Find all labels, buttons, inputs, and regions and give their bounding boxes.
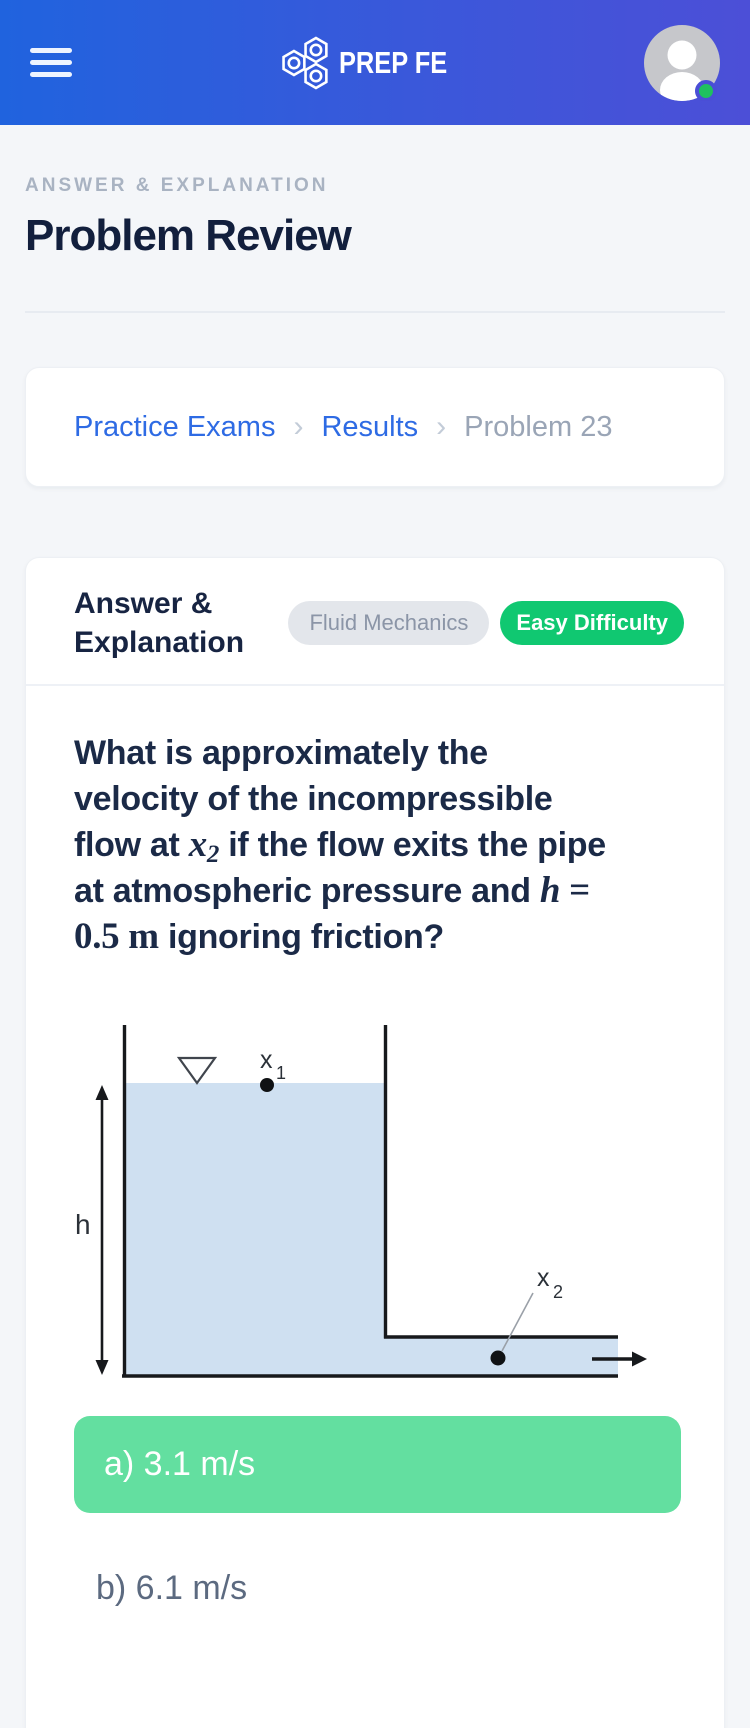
section-eyebrow: ANSWER & EXPLANATION	[25, 175, 329, 196]
card-heading: Answer & Explanation	[74, 587, 245, 659]
answer-explanation-card	[25, 557, 725, 1728]
arrow-down-icon	[96, 1360, 109, 1375]
point-x2-dot	[491, 1351, 506, 1366]
label-h: h	[75, 1209, 91, 1240]
point-x1-dot	[260, 1078, 274, 1092]
question-segment: ignoring friction?	[158, 918, 444, 956]
math-variable-x2: x	[188, 824, 207, 865]
chevron-right-icon: ›	[436, 410, 447, 443]
tank-water-fill	[126, 1083, 384, 1376]
hamburger-bar	[30, 72, 72, 77]
label-x2-subscript: 2	[553, 1282, 564, 1302]
tank-pipe-diagram	[71, 980, 651, 1382]
flow-arrow-head-icon	[632, 1352, 647, 1367]
hexagons-logo-icon	[279, 33, 335, 93]
difficulty-badge: Easy Difficulty	[500, 601, 684, 645]
hamburger-menu-icon[interactable]	[30, 48, 72, 77]
logo-text: PREP FE	[338, 44, 448, 80]
breadcrumb	[25, 367, 725, 487]
question-text	[26, 686, 666, 960]
math-value: = 0.5 m	[74, 870, 590, 957]
avatar-icon	[644, 25, 720, 101]
user-avatar[interactable]	[644, 25, 720, 101]
arrow-up-icon	[96, 1085, 109, 1100]
label-x1-subscript: 1	[276, 1063, 287, 1083]
label-x2: x	[537, 1264, 550, 1292]
online-status-dot	[697, 82, 715, 100]
math-variable-h: h	[539, 870, 561, 911]
card-header	[26, 558, 724, 686]
page-title-section	[0, 175, 750, 261]
math-subscript: 2	[206, 841, 220, 868]
label-x1: x	[260, 1046, 273, 1074]
badge-group	[288, 601, 684, 645]
answer-option-a[interactable]: a) 3.1 m/s	[74, 1416, 681, 1513]
breadcrumb-current-problem: Problem 23	[464, 410, 613, 443]
free-surface-triangle-icon	[179, 1058, 215, 1083]
breadcrumb-link-results[interactable]: Results	[321, 410, 419, 443]
page-title: Problem Review	[25, 211, 351, 260]
hamburger-bar	[30, 48, 72, 53]
app-logo[interactable]	[279, 33, 471, 93]
breadcrumb-link-practice-exams[interactable]: Practice Exams	[74, 410, 276, 443]
chevron-right-icon: ›	[293, 410, 304, 443]
question-segment: if the flow exits the pipe at atmospheric pressure and	[74, 826, 606, 910]
topic-badge: Fluid Mechanics	[288, 601, 489, 645]
title-divider	[25, 311, 725, 313]
app-header	[0, 0, 750, 125]
answer-option-b[interactable]: b) 6.1 m/s	[96, 1569, 248, 1607]
hamburger-bar	[30, 60, 72, 65]
question-segment: What is approximately the velocity of the incompressible flow at	[74, 734, 553, 864]
